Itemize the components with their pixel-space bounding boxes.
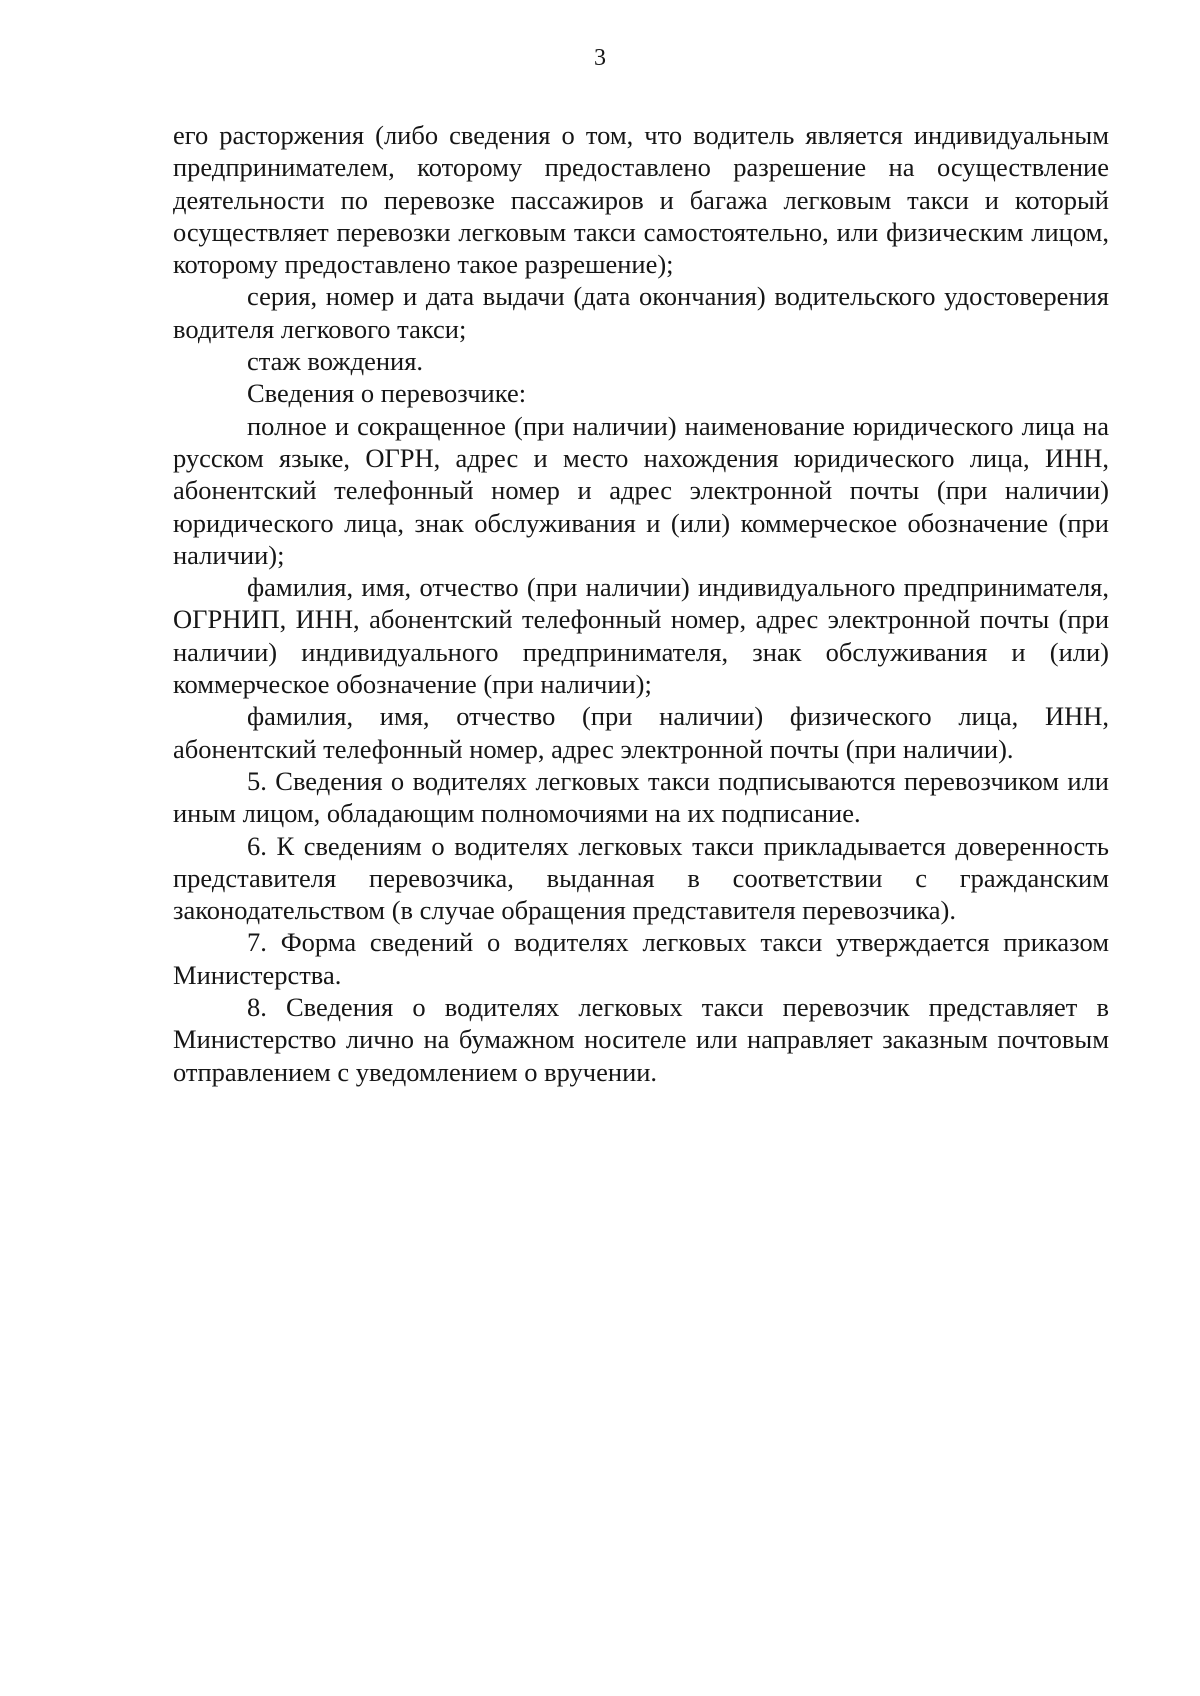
- paragraph-continuation: его расторжения (либо сведения о том, что водитель является индивидуальным предпринимателем, которому предоставлено разрешение на осуществление деятельности по перевозке пассажиров и багажа легковым такси и который осуществляет перевозки легковым такси самостоятельно, или физическим лицом, которому предоставлено такое разрешение);: [173, 120, 1109, 280]
- page-number: 3: [594, 45, 606, 71]
- paragraph-carrier-heading: Сведения о перевозчике:: [247, 378, 527, 409]
- paragraph-item-8: 8. Сведения о водителях легковых такси перевозчик представляет в Министерство лично на бумажном носителе или направляет заказным почтовым отправлением с уведомлением о вручении.: [173, 992, 1109, 1087]
- paragraph-legal-entity: полное и сокращенное (при наличии) наименование юридического лица на русском языке, ОГРН, адрес и место нахождения юридического лица, ИНН, абонентский телефонный номер и адрес электронной почты (при наличии) юридического лица, знак обслуживания и (или) коммерческое обозначение (при наличии);: [173, 410, 1109, 570]
- document-body: [173, 119, 1109, 1088]
- paragraph-item-7: 7. Форма сведений о водителях легковых такси утверждается приказом Министерства.: [173, 927, 1109, 990]
- paragraph-item-5: 5. Сведения о водителях легковых такси подписываются перевозчиком или иным лицом, обладающим полномочиями на их подписание.: [173, 765, 1109, 829]
- paragraph-license-details: серия, номер и дата выдачи (дата окончания) водительского удостоверения водителя легкового такси;: [173, 281, 1109, 344]
- paragraph-natural-person: фамилия, имя, отчество (при наличии) физического лица, ИНН, абонентский телефонный номер, адрес электронной почты (при наличии).: [173, 701, 1109, 764]
- paragraph-individual-entrepreneur: фамилия, имя, отчество (при наличии) индивидуального предпринимателя, ОГРНИП, ИНН, абонентский телефонный номер, адрес электронной почты (при наличии) индивидуального предпринимателя, знак обслуживания и (или) коммерческое обозначение (при наличии);: [173, 572, 1109, 700]
- paragraph-item-6: 6. К сведениям о водителях легковых такси прикладывается доверенность представителя перевозчика, выданная в соответствии с гражданским законодательством (в случае обращения представителя перевозчика).: [173, 830, 1109, 926]
- paragraph-driving-experience: стаж вождения.: [247, 346, 424, 377]
